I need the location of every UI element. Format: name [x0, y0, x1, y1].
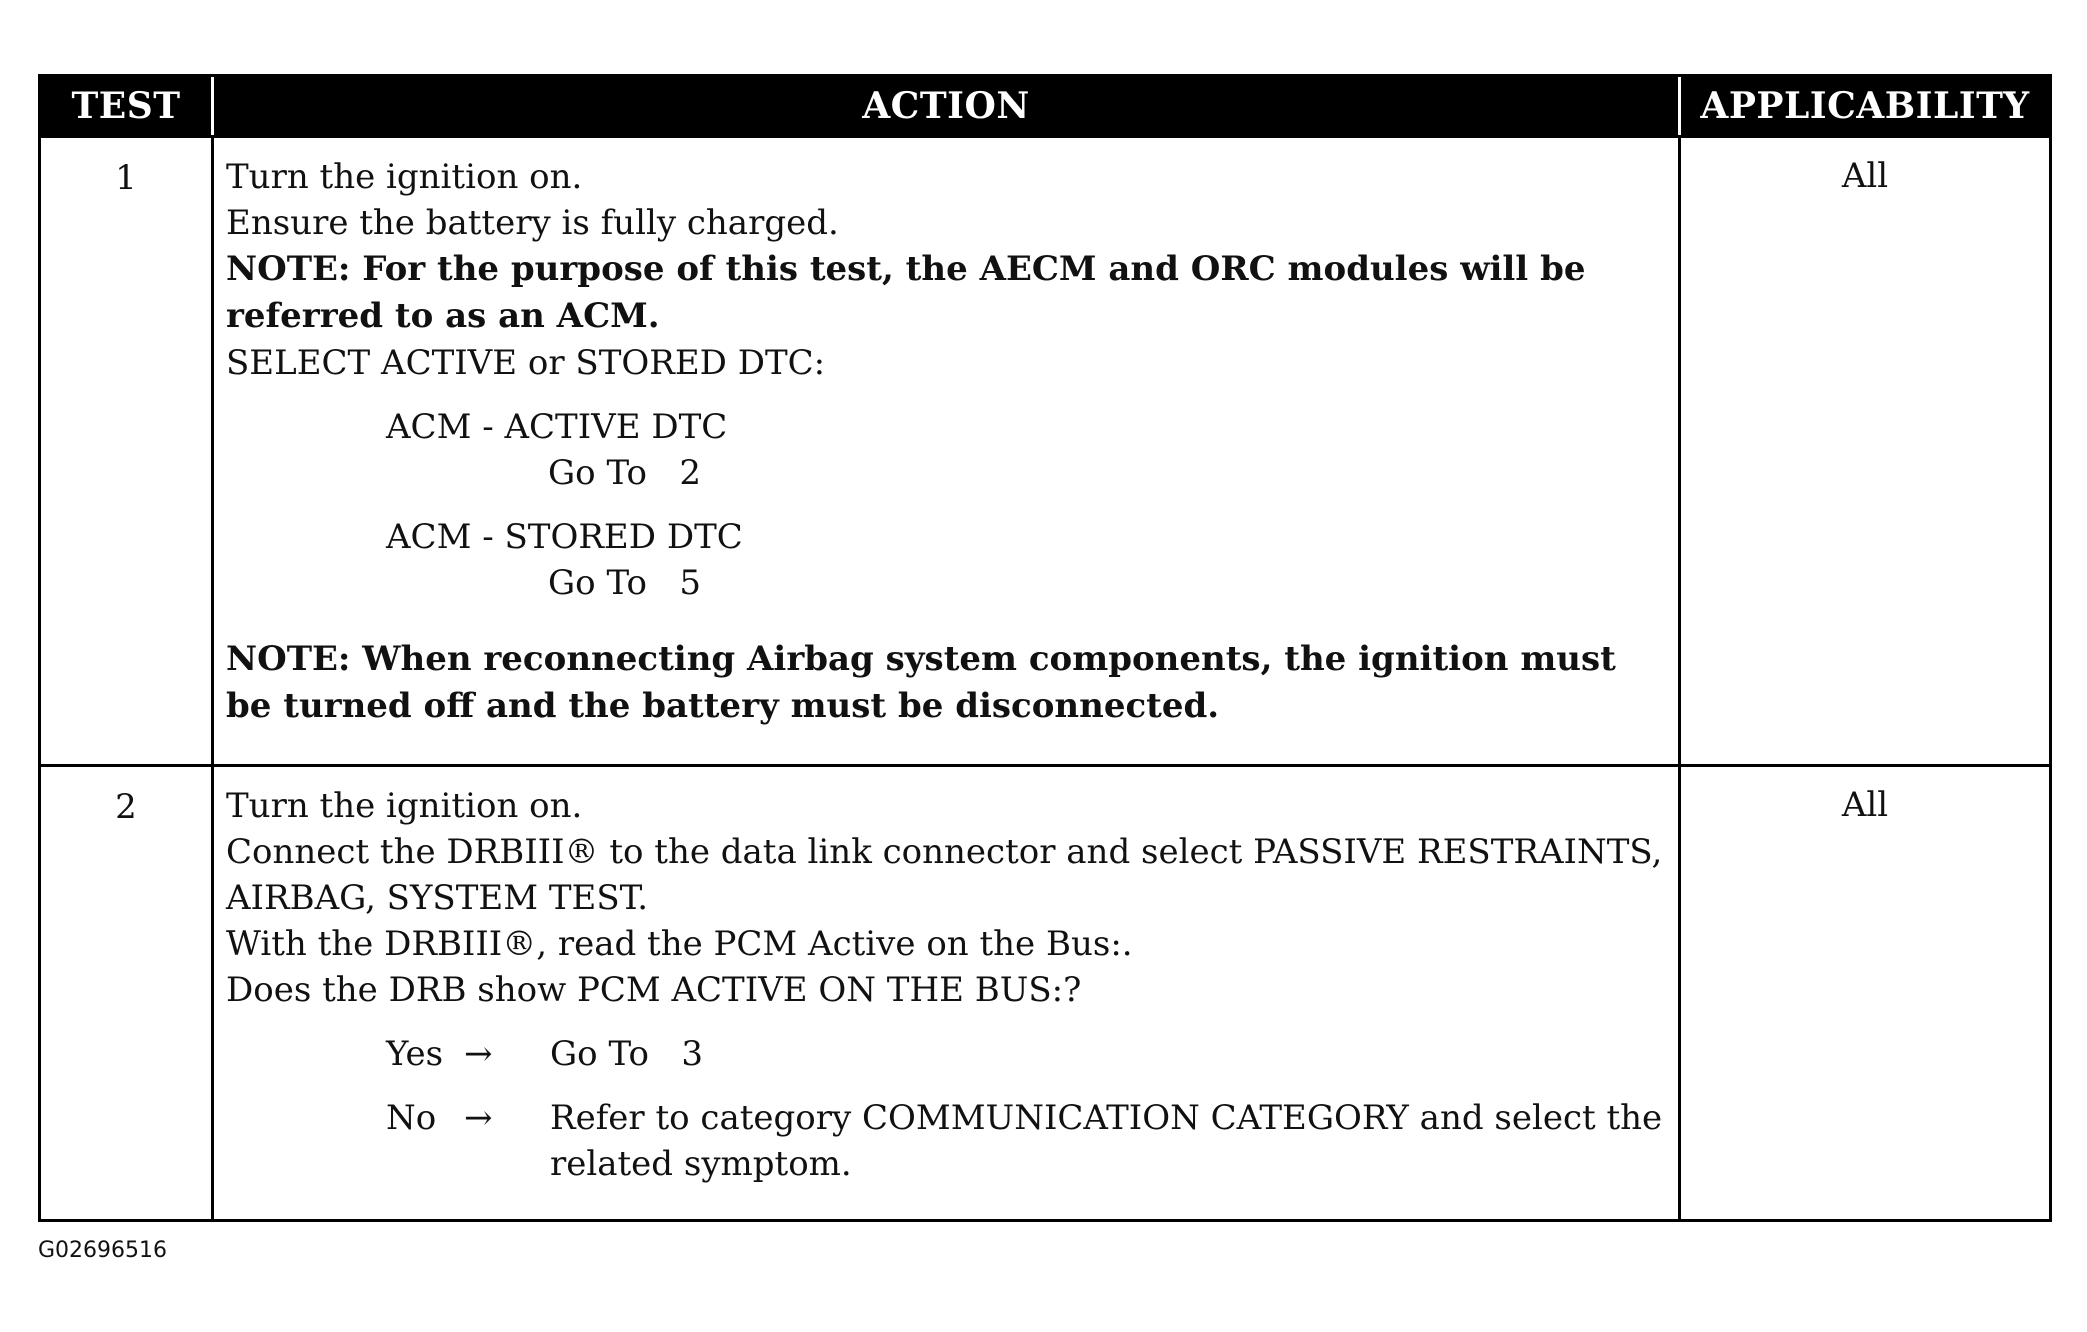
action-line: SELECT ACTIVE or STORED DTC: — [226, 343, 826, 383]
action-line: Connect the DRBIII® to the data link connector and select PASSIVE RESTRAINTS, AIRBAG, SYSTEM TEST. — [226, 832, 1663, 918]
header-applicability: APPLICABILITY — [1700, 85, 2030, 127]
arrow-icon: → — [464, 1098, 493, 1138]
action-line: Turn the ignition on. — [226, 157, 583, 197]
test-number: 2 — [115, 787, 137, 827]
table-row — [41, 135, 2049, 764]
option-label: ACM - ACTIVE DTC — [386, 407, 728, 447]
header-test: TEST — [71, 85, 181, 127]
action-cell — [211, 138, 1681, 764]
applicability-value: All — [1841, 785, 1889, 825]
figure-id: G02696516 — [38, 1238, 168, 1263]
option-label: ACM - STORED DTC — [386, 517, 743, 557]
table-header — [41, 77, 2049, 135]
choice-label: Yes — [386, 1034, 444, 1074]
arrow-icon: → — [464, 1034, 493, 1074]
note: NOTE: When reconnecting Airbag system components, the ignition must be turned off and the battery must be disconnected. — [226, 639, 1616, 726]
action-line: Turn the ignition on. — [226, 786, 583, 826]
choice-yes — [226, 1031, 1668, 1077]
action-line: Does the DRB show PCM ACTIVE ON THE BUS:? — [226, 970, 1082, 1010]
action-line: Ensure the battery is fully charged. — [226, 203, 839, 243]
option-goto: Go To 2 — [548, 453, 701, 493]
choice-text: Go To 3 — [550, 1034, 703, 1074]
diagnostic-test-table — [38, 74, 2052, 1222]
header-action: ACTION — [211, 77, 1681, 135]
action-line: With the DRBIII®, read the PCM Active on the Bus:. — [226, 924, 1133, 964]
choice-no — [226, 1095, 1668, 1187]
option-goto: Go To 5 — [548, 563, 701, 603]
note: NOTE: For the purpose of this test, the AECM and ORC modules will be referred to as an ACM. — [226, 249, 1586, 336]
choice-text: Refer to category COMMUNICATION CATEGORY and select the related symptom. — [550, 1098, 1663, 1184]
table-row — [41, 764, 2049, 1219]
applicability-value: All — [1841, 156, 1889, 196]
choice-label: No — [386, 1098, 437, 1138]
action-cell — [211, 767, 1681, 1219]
test-number: 1 — [115, 158, 137, 198]
